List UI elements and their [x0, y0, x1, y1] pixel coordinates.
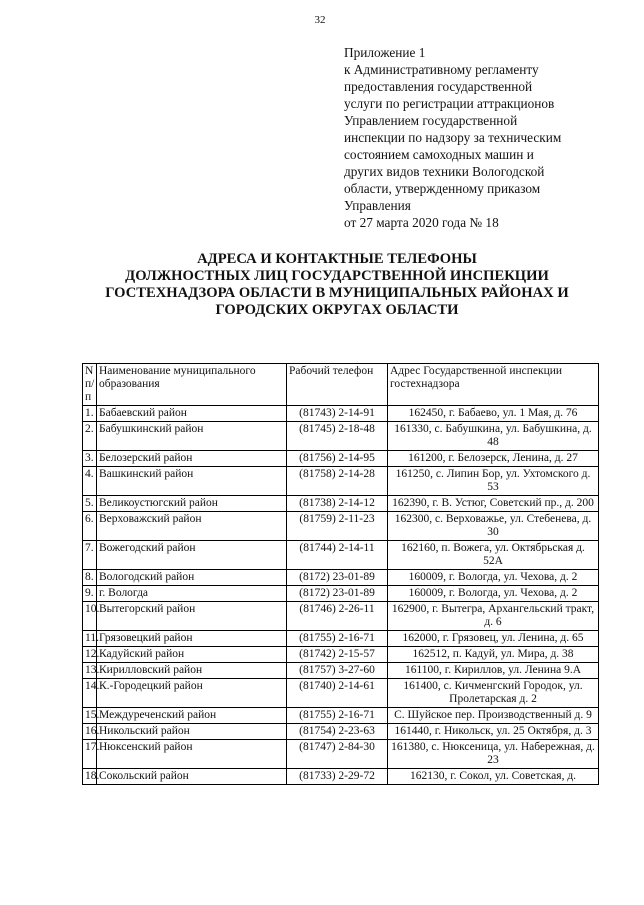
work-phone: (81756) 2-14-95: [287, 451, 388, 467]
table-row: [83, 406, 599, 422]
work-phone: (8172) 23-01-89: [287, 586, 388, 602]
row-number: 4.: [83, 467, 97, 496]
header-num: N п/п: [83, 364, 97, 406]
work-phone: (81759) 2-11-23: [287, 512, 388, 541]
row-number: 13.: [83, 663, 97, 679]
municipality-name: г. Вологда: [97, 586, 287, 602]
work-phone: (81744) 2-14-11: [287, 541, 388, 570]
municipality-name: Вашкинский район: [97, 467, 287, 496]
municipality-name: Кадуйский район: [97, 647, 287, 663]
work-phone: (81740) 2-14-61: [287, 679, 388, 708]
row-number: 7.: [83, 541, 97, 570]
table-row: [83, 586, 599, 602]
row-number: 15.: [83, 708, 97, 724]
inspection-address: 162512, п. Кадуй, ул. Мира, д. 38: [388, 647, 599, 663]
appendix-line: состоянием самоходных машин и: [344, 147, 534, 162]
title-line: ДОЛЖНОСТНЫХ ЛИЦ ГОСУДАРСТВЕННОЙ ИНСПЕКЦИИ: [125, 268, 549, 284]
inspection-address: 161330, с. Бабушкина, ул. Бабушкина, д. 48: [388, 422, 599, 451]
appendix-line: от 27 марта 2020 года № 18: [344, 215, 499, 230]
appendix-line: предоставления государственной: [344, 79, 533, 94]
contacts-table: [82, 363, 599, 785]
municipality-name: Бабаевский район: [97, 406, 287, 422]
municipality-name: Вологодский район: [97, 570, 287, 586]
municipality-name: Междуреченский район: [97, 708, 287, 724]
row-number: 1.: [83, 406, 97, 422]
municipality-name: Великоустюгский район: [97, 496, 287, 512]
row-number: 8.: [83, 570, 97, 586]
inspection-address: 162390, г. В. Устюг, Советский пр., д. 200: [388, 496, 599, 512]
municipality-name: Сокольский район: [97, 769, 287, 785]
appendix-line: области, утвержденному приказом: [344, 181, 541, 196]
work-phone: (8172) 23-01-89: [287, 570, 388, 586]
inspection-address: 162160, п. Вожега, ул. Октябрьская д. 52А: [388, 541, 599, 570]
row-number: 5.: [83, 496, 97, 512]
table-row: [83, 724, 599, 740]
appendix-line: к Административному регламенту: [344, 62, 539, 77]
inspection-address: 161400, с. Кичменгский Городок, ул. Пролетарская д. 2: [388, 679, 599, 708]
title-line: ГОСТЕХНАДЗОРА ОБЛАСТИ В МУНИЦИПАЛЬНЫХ РАЙОНАХ И: [105, 285, 569, 301]
municipality-name: Вытегорский район: [97, 602, 287, 631]
work-phone: (81743) 2-14-91: [287, 406, 388, 422]
municipality-name: Бабушкинский район: [97, 422, 287, 451]
work-phone: (81755) 2-16-71: [287, 631, 388, 647]
title-line: АДРЕСА И КОНТАКТНЫЕ ТЕЛЕФОНЫ: [197, 251, 477, 267]
inspection-address: С. Шуйское пер. Производственный д. 9: [388, 708, 599, 724]
work-phone: (81757) 3-27-60: [287, 663, 388, 679]
inspection-address: 162300, с. Верховажье, ул. Стебенева, д. 30: [388, 512, 599, 541]
table-row: [83, 541, 599, 570]
work-phone: (81742) 2-15-57: [287, 647, 388, 663]
table-row: [83, 512, 599, 541]
appendix-line: инспекции по надзору за техническим: [344, 130, 562, 145]
row-number: 10.: [83, 602, 97, 631]
page-number: 32: [314, 14, 326, 26]
inspection-address: 160009, г. Вологда, ул. Чехова, д. 2: [388, 570, 599, 586]
row-number: 9.: [83, 586, 97, 602]
inspection-address: 162000, г. Грязовец, ул. Ленина, д. 65: [388, 631, 599, 647]
document-title: [30, 251, 644, 319]
inspection-address: 162900, г. Вытегра, Архангельский тракт, д. 6: [388, 602, 599, 631]
row-number: 12.: [83, 647, 97, 663]
row-number: 18.: [83, 769, 97, 785]
municipality-name: Верховажский район: [97, 512, 287, 541]
work-phone: (81746) 2-26-11: [287, 602, 388, 631]
row-number: 2.: [83, 422, 97, 451]
appendix-line: других видов техники Вологодской: [344, 164, 545, 179]
table-row: [83, 740, 599, 769]
inspection-address: 162130, г. Сокол, ул. Советская, д.: [388, 769, 599, 785]
table-row: [83, 570, 599, 586]
work-phone: (81755) 2-16-71: [287, 708, 388, 724]
appendix-line: Управления: [344, 198, 411, 213]
row-number: 6.: [83, 512, 97, 541]
appendix-line: Приложение 1: [344, 45, 426, 60]
municipality-name: Грязовецкий район: [97, 631, 287, 647]
work-phone: (81758) 2-14-28: [287, 467, 388, 496]
inspection-address: 162450, г. Бабаево, ул. 1 Мая, д. 76: [388, 406, 599, 422]
table-row: [83, 602, 599, 631]
inspection-address: 161380, с. Нюксеница, ул. Набережная, д. 23: [388, 740, 599, 769]
municipality-name: Вожегодский район: [97, 541, 287, 570]
table-row: [83, 467, 599, 496]
appendix-line: услуги по регистрации аттракционов: [344, 96, 555, 111]
table-row: [83, 422, 599, 451]
row-number: 3.: [83, 451, 97, 467]
municipality-name: Нюксенский район: [97, 740, 287, 769]
table-row: [83, 663, 599, 679]
table-row: [83, 708, 599, 724]
work-phone: (81745) 2-18-48: [287, 422, 388, 451]
municipality-name: Никольский район: [97, 724, 287, 740]
municipality-name: Белозерский район: [97, 451, 287, 467]
table-row: [83, 647, 599, 663]
table-row: [83, 769, 599, 785]
municipality-name: К.-Городецкий район: [97, 679, 287, 708]
header-name: Наименование муниципального образования: [97, 364, 287, 406]
row-number: 11.: [83, 631, 97, 647]
table-row: [83, 679, 599, 708]
work-phone: (81738) 2-14-12: [287, 496, 388, 512]
inspection-address: 160009, г. Вологда, ул. Чехова, д. 2: [388, 586, 599, 602]
work-phone: (81754) 2-23-63: [287, 724, 388, 740]
inspection-address: 161200, г. Белозерск, Ленина, д. 27: [388, 451, 599, 467]
inspection-address: 161440, г. Никольск, ул. 25 Октября, д. 3: [388, 724, 599, 740]
work-phone: (81733) 2-29-72: [287, 769, 388, 785]
table-row: [83, 451, 599, 467]
header-phone: Рабочий телефон: [287, 364, 388, 406]
row-number: 16.: [83, 724, 97, 740]
inspection-address: 161250, с. Липин Бор, ул. Ухтомского д. 53: [388, 467, 599, 496]
table-header-row: [83, 364, 599, 406]
work-phone: (81747) 2-84-30: [287, 740, 388, 769]
title-line: ГОРОДСКИХ ОКРУГАХ ОБЛАСТИ: [215, 302, 459, 318]
row-number: 14.: [83, 679, 97, 708]
municipality-name: Кирилловский район: [97, 663, 287, 679]
header-address: Адрес Государственной инспекции гостехнадзора: [388, 364, 599, 406]
appendix-note: [344, 44, 614, 231]
inspection-address: 161100, г. Кириллов, ул. Ленина 9.А: [388, 663, 599, 679]
appendix-line: Управлением государственной: [344, 113, 518, 128]
table-row: [83, 496, 599, 512]
row-number: 17.: [83, 740, 97, 769]
table-row: [83, 631, 599, 647]
